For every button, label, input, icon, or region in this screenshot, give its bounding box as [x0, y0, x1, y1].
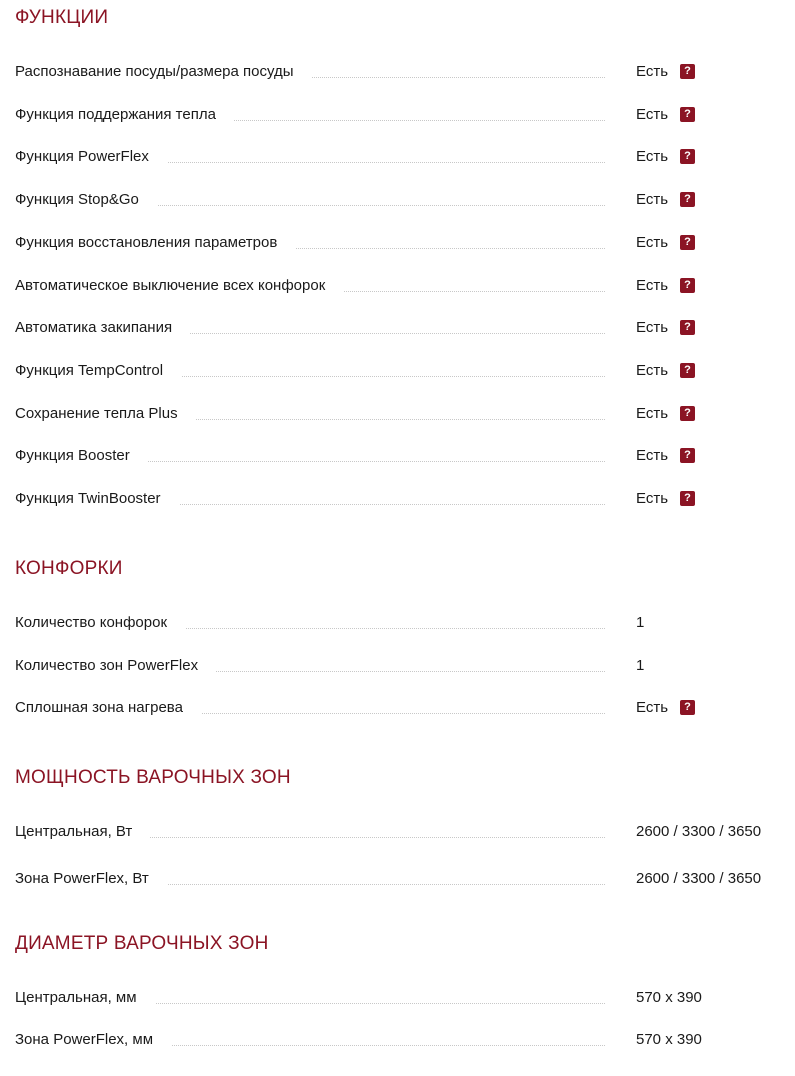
spec-label: Функция PowerFlex — [15, 147, 167, 167]
spec-row — [15, 696, 785, 720]
spec-row — [15, 444, 785, 468]
spec-value: 2600 / 3300 / 3650 — [636, 823, 762, 840]
spec-label: Функция восстановления параметров — [15, 233, 295, 253]
help-icon[interactable]: ? — [680, 320, 695, 335]
help-icon[interactable]: ? — [680, 64, 695, 79]
spec-label: Функция TempControl — [15, 361, 181, 381]
help-icon[interactable]: ? — [680, 192, 695, 207]
spec-row — [15, 60, 785, 84]
help-icon[interactable]: ? — [680, 149, 695, 164]
spec-value: 570 x 390 — [636, 1031, 702, 1048]
spec-row — [15, 231, 785, 255]
spec-value: Есть — [636, 276, 669, 294]
spec-row — [15, 274, 785, 298]
spec-label: Автоматическое выключение всех конфорок — [15, 276, 343, 296]
spec-value: Есть — [636, 319, 669, 337]
spec-label: Количество зон PowerFlex — [15, 656, 216, 676]
section-title: КОНФОРКИ — [15, 558, 123, 579]
spec-value: Есть — [636, 699, 669, 717]
spec-row — [15, 145, 785, 169]
spec-row — [15, 487, 785, 511]
help-icon[interactable]: ? — [680, 107, 695, 122]
spec-label: Функция TwinBooster — [15, 489, 179, 509]
spec-label: Функция Booster — [15, 446, 148, 466]
spec-row — [15, 359, 785, 383]
help-icon[interactable]: ? — [680, 406, 695, 421]
spec-label: Центральная, мм — [15, 988, 155, 1008]
spec-label: Зона PowerFlex, мм — [15, 1030, 171, 1050]
spec-row — [15, 188, 785, 212]
spec-value: Есть — [636, 148, 669, 166]
spec-value: 570 x 390 — [636, 989, 702, 1006]
spec-row — [15, 654, 785, 678]
help-icon[interactable]: ? — [680, 448, 695, 463]
spec-label: Распознавание посуды/размера посуды — [15, 62, 312, 82]
spec-label: Функция поддержания тепла — [15, 105, 234, 125]
spec-value: Есть — [636, 105, 669, 123]
help-icon[interactable]: ? — [680, 491, 695, 506]
spec-row — [15, 986, 785, 1010]
spec-label: Функция Stop&Go — [15, 190, 157, 210]
spec-row — [15, 1028, 785, 1052]
spec-value: 1 — [636, 614, 645, 631]
spec-value: Есть — [636, 63, 669, 80]
spec-value: Есть — [636, 447, 669, 465]
spec-label: Зона PowerFlex, Вт — [15, 869, 167, 889]
section-title: МОЩНОСТЬ ВАРОЧНЫХ ЗОН — [15, 767, 291, 788]
spec-value: Есть — [636, 191, 669, 209]
spec-row — [15, 820, 785, 844]
spec-value: Есть — [636, 404, 669, 422]
spec-row — [15, 867, 785, 891]
help-icon[interactable]: ? — [680, 235, 695, 250]
spec-row — [15, 611, 785, 635]
spec-label: Сохранение тепла Plus — [15, 404, 196, 424]
help-icon[interactable]: ? — [680, 278, 695, 293]
spec-value: Есть — [636, 233, 669, 251]
spec-value: 1 — [636, 656, 645, 674]
spec-label: Сплошная зона нагрева — [15, 698, 201, 718]
spec-row — [15, 316, 785, 340]
spec-row — [15, 402, 785, 426]
spec-label: Центральная, Вт — [15, 822, 150, 842]
spec-value: Есть — [636, 361, 669, 379]
spec-label: Автоматика закипания — [15, 318, 190, 338]
spec-value: 2600 / 3300 / 3650 — [636, 870, 762, 887]
spec-value: Есть — [636, 490, 669, 507]
help-icon[interactable]: ? — [680, 363, 695, 378]
spec-label: Количество конфорок — [15, 613, 185, 633]
spec-row — [15, 103, 785, 127]
section-title: ФУНКЦИИ — [15, 7, 109, 28]
help-icon[interactable]: ? — [680, 700, 695, 715]
section-title: ДИАМЕТР ВАРОЧНЫХ ЗОН — [15, 933, 269, 954]
